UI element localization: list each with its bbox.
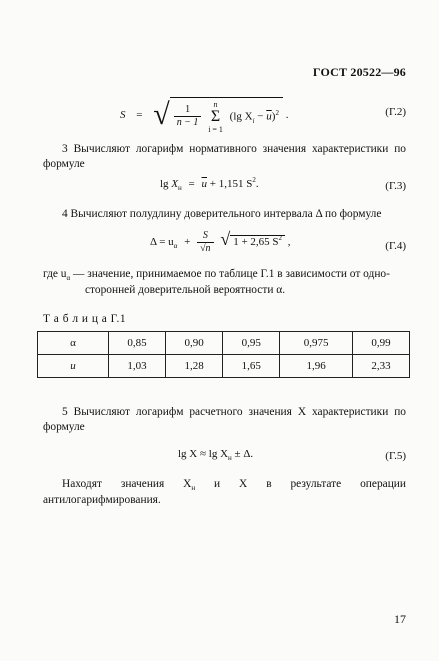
table-caption: Т а б л и ц а Г.1 bbox=[43, 313, 127, 325]
equation-g5 bbox=[178, 448, 253, 460]
frac-numerator: 1 bbox=[174, 104, 202, 117]
table-cell: 1,96 bbox=[280, 355, 353, 378]
eq-end: . bbox=[255, 178, 259, 190]
eq-sub: α bbox=[173, 242, 178, 250]
eq-bar: $\overline{u}$ bbox=[266, 110, 272, 123]
page-number: 17 bbox=[394, 612, 406, 626]
eq-sub: н bbox=[178, 184, 182, 192]
eq-power: 2 bbox=[278, 234, 283, 242]
table-row bbox=[38, 355, 410, 378]
eq-body: (lg X bbox=[229, 110, 253, 123]
equation-number-g3: (Г.3) bbox=[385, 180, 406, 192]
eq-end: . bbox=[285, 109, 289, 121]
sqrt-body bbox=[170, 97, 283, 134]
equation-g2 bbox=[120, 92, 288, 134]
fraction bbox=[197, 230, 214, 255]
eq-sub: н bbox=[228, 454, 232, 462]
table-cell: α bbox=[38, 332, 109, 355]
paragraph-where bbox=[43, 267, 406, 298]
table-cell: 0,95 bbox=[223, 332, 280, 355]
eq-end: , bbox=[285, 236, 291, 248]
paragraph-5: 5 Вычисляют логарифм расчетного значения X характеристики по формуле bbox=[43, 406, 406, 433]
eq-sub: i bbox=[252, 116, 255, 125]
eq-lhs: lg X ≈ lg X bbox=[178, 448, 229, 460]
frac-denominator: n − 1 bbox=[176, 117, 199, 129]
paragraph-6 bbox=[43, 477, 406, 508]
table-cell: 0,975 bbox=[280, 332, 353, 355]
eq-lhs: lg X bbox=[160, 178, 179, 190]
paragraph-4: 4 Вычисляют полудлину доверительного интервала Δ по формуле bbox=[62, 208, 382, 220]
where-text: — значение, принимаемое по таблице Г.1 в зависимости от одно- bbox=[70, 268, 390, 280]
eq-sign: = bbox=[185, 178, 198, 190]
sqrt-body bbox=[230, 235, 285, 248]
table-cell: u bbox=[38, 355, 109, 378]
table-cell: 1,65 bbox=[223, 355, 280, 378]
eq-sign: = bbox=[136, 109, 143, 121]
where-lead: где u bbox=[43, 268, 67, 280]
eq-close: ) bbox=[271, 110, 276, 123]
sqrt-symbol: √ bbox=[153, 98, 170, 131]
equation-number-g5: (Г.5) bbox=[385, 450, 406, 462]
eq-bar: $\overline{u}$ bbox=[201, 178, 208, 190]
table-cell: 1,03 bbox=[109, 355, 166, 378]
table-row bbox=[38, 332, 410, 355]
eq-power: 2 bbox=[252, 176, 256, 184]
table-cell: 0,99 bbox=[352, 332, 409, 355]
sum-upper: n bbox=[213, 99, 218, 109]
frac-denominator: √n bbox=[200, 242, 211, 254]
para6-a: Находят значения X bbox=[62, 478, 192, 490]
where-sub: α bbox=[66, 274, 71, 282]
table-cell: 1,28 bbox=[166, 355, 223, 378]
sqrt-symbol: √ bbox=[220, 229, 231, 249]
table-cell: 0,90 bbox=[166, 332, 223, 355]
sum-lower: i = 1 bbox=[208, 124, 223, 134]
equation-number-g4: (Г.4) bbox=[385, 240, 406, 252]
table-cell: 0,85 bbox=[109, 332, 166, 355]
document-header: ГОСТ 20522—96 bbox=[312, 65, 406, 79]
eq-rest: + 1,151 S bbox=[207, 178, 253, 190]
eq-minus: − bbox=[254, 110, 267, 123]
paragraph-3: 3 Вычисляют логарифм нормативного значения характеристики по формуле bbox=[43, 143, 406, 170]
fraction bbox=[174, 104, 202, 129]
eq-power: 2 bbox=[275, 108, 279, 117]
para6-sub: н bbox=[191, 484, 196, 492]
frac-numerator: S bbox=[197, 230, 214, 243]
eq-plus: + bbox=[181, 236, 194, 248]
summation bbox=[208, 100, 223, 134]
para6-b: и X в результате операции антилогарифмирования. bbox=[43, 478, 406, 506]
eq-lhs: Δ = u bbox=[150, 236, 174, 248]
root-text: 1 + 2,65 S bbox=[233, 236, 279, 248]
sigma-icon: Σ bbox=[210, 107, 221, 125]
table-g1 bbox=[37, 331, 410, 378]
eq-lhs: S bbox=[120, 109, 126, 121]
table-cell: 2,33 bbox=[352, 355, 409, 378]
equation-g3 bbox=[160, 178, 259, 190]
equation-number-g2: (Г.2) bbox=[385, 106, 406, 118]
where-continuation: сторонней доверительной вероятности α. bbox=[85, 284, 286, 296]
equation-g4 bbox=[150, 229, 291, 255]
eq-rest: ± Δ. bbox=[231, 448, 254, 460]
